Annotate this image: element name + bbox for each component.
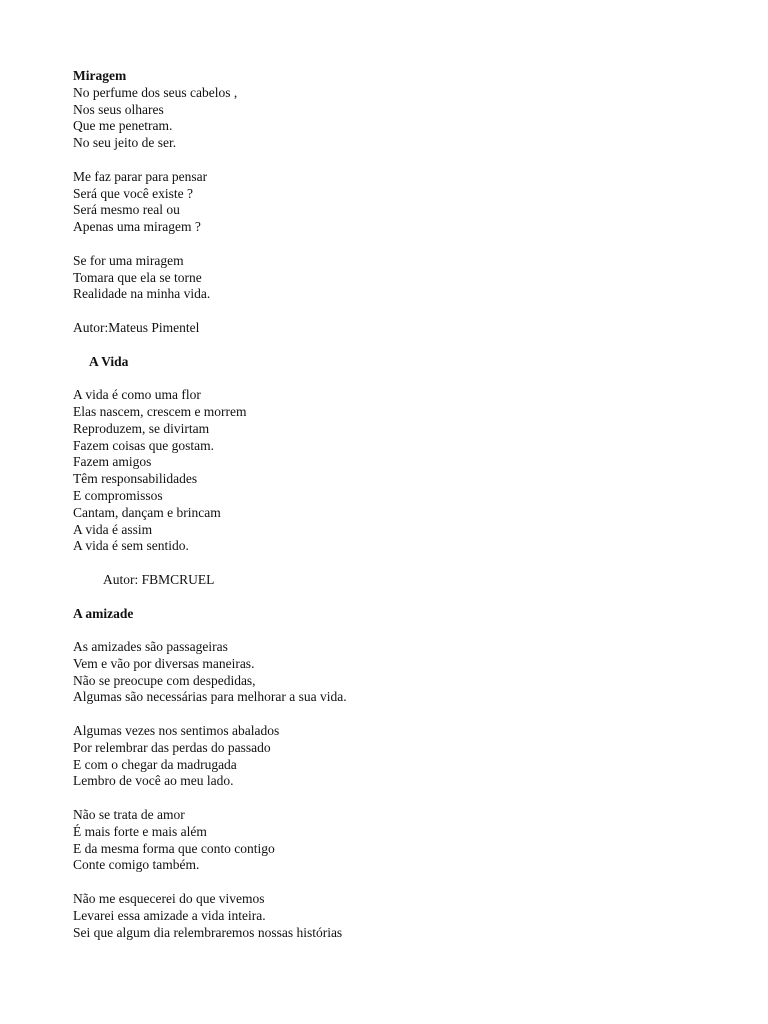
poem-line: A vida é como uma flor	[73, 387, 201, 403]
poem-line: Que me penetram.	[73, 118, 173, 134]
poem-line: Por relembrar das perdas do passado	[73, 739, 271, 755]
poem-author-miragem: Autor:Mateus Pimentel	[73, 319, 200, 335]
poem-line: Reproduzem, se divirtam	[73, 420, 210, 436]
blank-line	[73, 622, 733, 639]
poem-line: No seu jeito de ser.	[73, 135, 177, 151]
poem-line: Algumas são necessárias para melhorar a sua vida.	[73, 689, 347, 705]
poem-line: No perfume dos seus cabelos ,	[73, 84, 238, 100]
poem-line: Será mesmo real ou	[73, 202, 180, 218]
poem-line: Não se preocupe com despedidas,	[73, 672, 256, 688]
blank-line	[73, 706, 733, 723]
poem-line: Se for uma miragem	[73, 252, 184, 268]
blank-line	[73, 303, 733, 320]
blank-line	[73, 874, 733, 891]
poem-line: E da mesma forma que conto contigo	[73, 840, 275, 856]
document-page	[73, 68, 733, 941]
poem-line: Nos seus olhares	[73, 101, 164, 117]
poem-line: Cantam, dançam e brincam	[73, 504, 221, 520]
poem-line: Fazem amigos	[73, 454, 152, 470]
poem-line: Apenas uma miragem ?	[73, 219, 201, 235]
poem-line: Realidade na minha vida.	[73, 286, 211, 302]
blank-line	[73, 555, 733, 572]
blank-line	[73, 790, 733, 807]
poem-line: Vem e vão por diversas maneiras.	[73, 655, 255, 671]
poem-line: Conte comigo também.	[73, 857, 200, 873]
poem-line: Será que você existe ?	[73, 185, 193, 201]
poem-line: Têm responsabilidades	[73, 471, 198, 487]
poem-line: É mais forte e mais além	[73, 823, 207, 839]
poem-line: As amizades são passageiras	[73, 639, 228, 655]
poem-line: Sei que algum dia relembraremos nossas histórias	[73, 924, 343, 940]
poem-line: Me faz parar para pensar	[73, 168, 208, 184]
poem-line: E com o chegar da madrugada	[73, 756, 237, 772]
poem-line: A vida é assim	[73, 521, 153, 537]
poem-line: Tomara que ela se torne	[73, 269, 202, 285]
blank-line	[73, 370, 733, 387]
poem-title-a-vida: A Vida	[89, 353, 129, 369]
poem-author-a-vida: Autor: FBMCRUEL	[103, 571, 215, 587]
poem-line: Fazem coisas que gostam.	[73, 437, 214, 453]
poem-line: Não se trata de amor	[73, 807, 185, 823]
poem-line: Elas nascem, crescem e morrem	[73, 403, 247, 419]
poem-line: Lembro de você ao meu lado.	[73, 773, 234, 789]
poem-title-miragem: Miragem	[73, 68, 127, 83]
blank-line	[73, 236, 733, 253]
poem-line: Algumas vezes nos sentimos abalados	[73, 723, 280, 739]
blank-line	[73, 152, 733, 169]
poem-line: Não me esquecerei do que vivemos	[73, 891, 265, 907]
blank-line	[73, 337, 733, 354]
poem-line: A vida é sem sentido.	[73, 538, 189, 554]
poem-line: Levarei essa amizade a vida inteira.	[73, 907, 266, 923]
poem-title-a-amizade: A amizade	[73, 605, 134, 621]
blank-line	[73, 589, 733, 606]
poem-line: E compromissos	[73, 487, 163, 503]
